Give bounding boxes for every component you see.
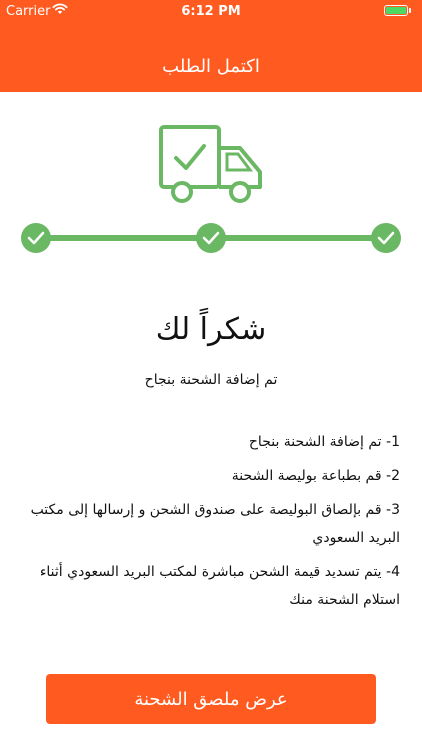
carrier-label: Carrier [6, 4, 51, 19]
page-title: اكتمل الطلب [162, 56, 260, 77]
instruction-step: 1- تم إضافة الشحنة بنجاح [248, 434, 400, 450]
success-subtitle: تم إضافة الشحنة بنجاح [144, 372, 278, 388]
header [0, 0, 422, 92]
instruction-step: 4- يتم تسديد قيمة الشحن مباشرة لمكتب البريد السعودي أثناء استلام الشحنة منك [39, 564, 400, 608]
step-2-complete-icon [196, 223, 226, 253]
clock: 6:12 PM [181, 4, 241, 19]
progress-tracker [0, 218, 422, 258]
step-1-complete-icon [21, 223, 51, 253]
view-shipping-label-button[interactable]: عرض ملصق الشحنة [46, 674, 376, 724]
instructions-list [18, 428, 400, 614]
status-bar [0, 0, 422, 22]
instruction-step: 3- قم بإلصاق البوليصة على صندوق الشحن و إرسالها إلى مكتب البريد السعودي [30, 502, 400, 546]
thanks-heading: شكراً لك [155, 312, 267, 347]
delivery-truck-check-icon [158, 124, 264, 208]
step-3-complete-icon [371, 223, 401, 253]
instruction-step: 2- قم بطباعة بوليصة الشحنة [231, 468, 400, 484]
battery-tip [409, 8, 411, 13]
battery-icon [384, 5, 408, 16]
